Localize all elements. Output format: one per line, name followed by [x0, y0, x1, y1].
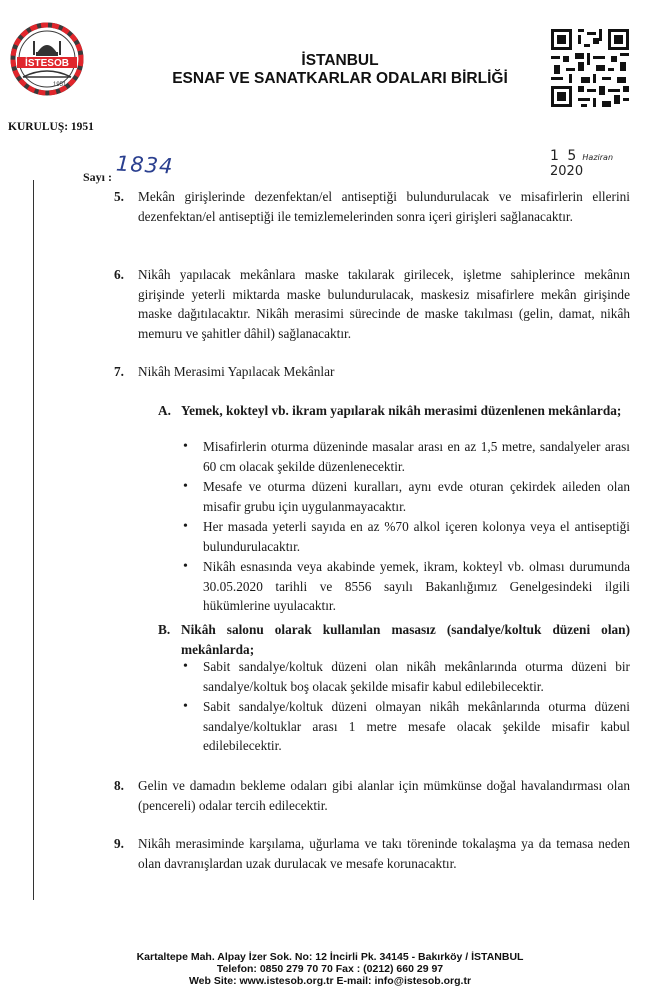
item-text: Nikâh merasiminde karşılama, uğurlama ve takı töreninde tokalaşma ya da temasa neden olan davranışlardan uzak durulacak ve mesafe korunacaktır.	[138, 836, 630, 871]
bullet-item: • Nikâh esnasında veya akabinde yemek, ikram, kokteyl vb. olması durumunda 30.05.2020 tarihli ve 8556 sayılı Bakanlığımız Genelgesindeki ilgili hükümlerine uyulacaktır.	[180, 557, 630, 616]
date-stamp	[550, 148, 650, 179]
list-item	[114, 834, 630, 873]
footer-phone: Telefon: 0850 279 70 70 Fax : (0212) 660 29 97	[216, 963, 444, 975]
item-number: 8.	[114, 778, 124, 793]
reference-number-handwritten: 1834	[115, 151, 175, 179]
istesob-logo	[9, 19, 85, 109]
section-letter: A.	[158, 403, 171, 418]
item-number: 5.	[114, 189, 124, 204]
section-heading	[158, 620, 630, 659]
footer-address: Kartaltepe Mah. Alpay İzer Sok. No: 12 İncirli Pk. 34145 - Bakırköy / İSTANBUL	[136, 951, 524, 963]
bullet-list	[180, 437, 630, 617]
section-letter: B.	[158, 622, 171, 637]
logo-year: 1951	[53, 82, 67, 88]
list-item	[114, 362, 630, 382]
item-text: Mekân girişlerinde dezenfektan/el antiseptiği bulundurulacak ve misafirlerin ellerini dezenfektan/el antiseptiği ile temizlemelerinden sonra içeri girişleri sağlanacaktır.	[138, 189, 630, 224]
bullet-list	[180, 657, 630, 757]
org-name-line1: İSTANBUL	[301, 52, 379, 69]
footer-contact	[110, 951, 550, 987]
org-name-line2: ESNAF VE SANATKARLAR ODALARI BİRLİĞİ	[172, 70, 508, 87]
item-text: Gelin ve damadın bekleme odaları gibi alanlar için mümkünse doğal havalandırması olan (pencereli) odalar tercih edilecektir.	[138, 778, 630, 813]
reference-label: Sayı :	[83, 170, 113, 184]
bullet-item: • Sabit sandalye/koltuk düzeni olmayan nikâh mekânlarında oturma düzeni sandalye/koltuklar arası 1 metre mesafe olacak şekilde misafir kabul edilebilecektir.	[180, 697, 630, 756]
item-text: Nikâh Merasimi Yapılacak Mekânlar	[138, 364, 335, 379]
section-heading	[158, 401, 630, 421]
footer-web: Web Site: www.istesob.org.tr E-mail: info@istesob.org.tr	[188, 975, 472, 987]
item-number: 9.	[114, 836, 124, 851]
date-month: Haziran	[582, 153, 614, 162]
item-number: 7.	[114, 364, 124, 379]
logo-text: İSTESOB	[25, 58, 69, 69]
section-title: Nikâh salonu olarak kullanılan masasız (sandalye/koltuk düzeni olan) mekânlarda;	[181, 622, 630, 657]
qr-code-icon	[551, 29, 629, 107]
item-number: 6.	[114, 267, 124, 282]
list-item	[114, 265, 630, 343]
list-item	[114, 187, 630, 226]
bullet-item: • Mesafe ve oturma düzeni kuralları, aynı evde oturan çekirdek aileden olan misafir grubu için uygulanmayacaktır.	[180, 477, 630, 516]
date-year: 2020	[550, 164, 584, 179]
bullet-item: • Her masada yeterli sayıda en az %70 alkol içeren kolonya veya el antiseptiği bulundurulacaktır.	[180, 517, 630, 556]
margin-line	[33, 180, 34, 900]
org-name	[90, 52, 590, 88]
bullet-item: • Misafirlerin oturma düzeninde masalar arası en az 1,5 metre, sandalyeler arası 60 cm olacak şekilde düzenlenecektir.	[180, 437, 630, 476]
list-item	[114, 776, 630, 815]
date-day: 1 5	[550, 148, 579, 164]
bullet-item: • Sabit sandalye/koltuk düzeni olan nikâh mekânlarında oturma düzeni bir sandalye/koltuk boş olacak şekilde misafir kabul edilebilecektir.	[180, 657, 630, 696]
section-title: Yemek, kokteyl vb. ikram yapılarak nikâh merasimi düzenlenen mekânlarda;	[181, 403, 622, 418]
item-text: Nikâh yapılacak mekânlara maske takılarak girilecek, işletme sahiplerince mekânın girişinde yeterli miktarda maske bulundurulacak, maskesiz misafirlere mekân girişinde maske dağıtılacaktır. Nikâh merasimi sürecinde de maske takılması (gelin, damat, nikâh memuru ve şahitler dâhil) sağlanacaktır.	[138, 267, 630, 341]
founded-label: KURULUŞ: 1951	[8, 121, 94, 133]
